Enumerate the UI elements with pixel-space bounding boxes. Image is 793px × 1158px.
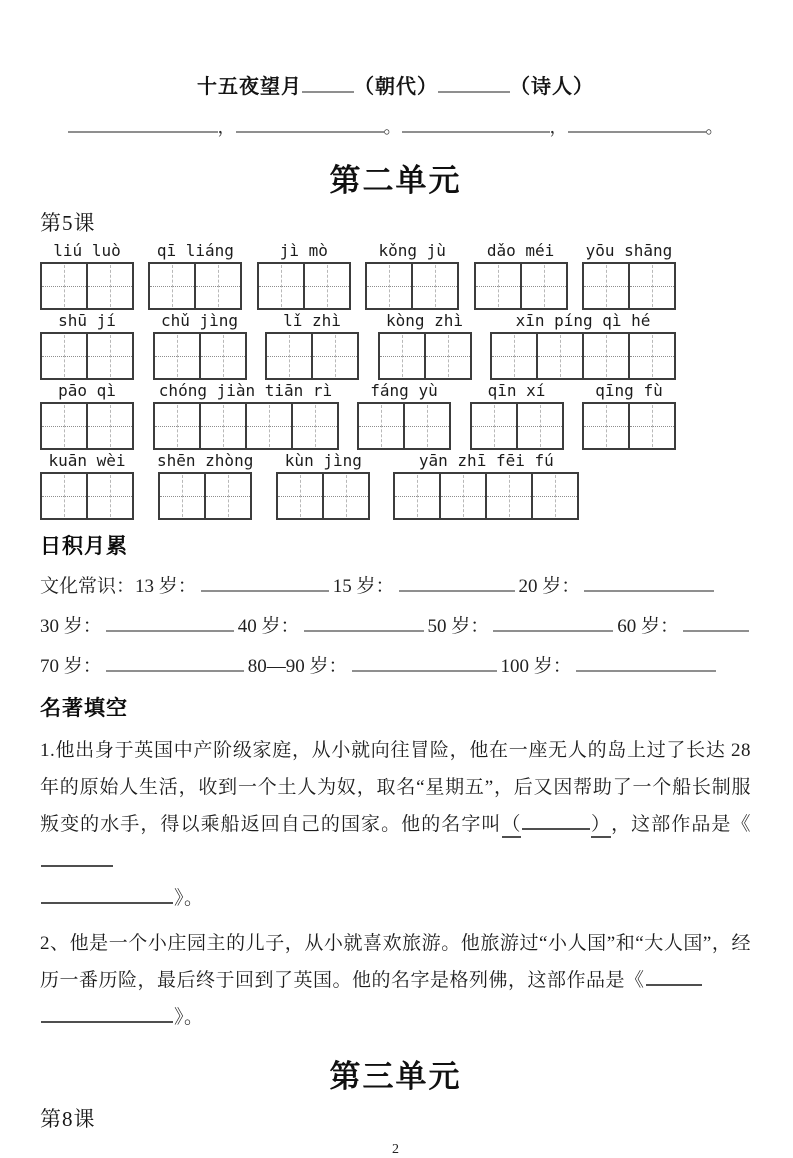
text-segment: 》。 xyxy=(174,1007,204,1029)
text-segment: 80—90 岁： xyxy=(247,656,348,678)
character-cell xyxy=(42,334,86,378)
age-line-3 xyxy=(40,652,751,682)
pinyin-grid-row xyxy=(40,240,676,310)
fill-blank xyxy=(41,847,113,867)
text-segment: 。 xyxy=(383,117,402,138)
text-segment: 》。 xyxy=(174,888,204,910)
word-grid-group xyxy=(153,380,339,450)
character-grid xyxy=(153,332,247,380)
pinyin-label: shū jí xyxy=(58,311,116,331)
character-grid xyxy=(40,332,134,380)
pinyin-label: shēn zhòng xyxy=(157,451,254,471)
text-segment: 60 岁： xyxy=(617,616,680,638)
character-cell xyxy=(628,264,674,308)
character-grid xyxy=(378,332,472,380)
character-grid xyxy=(153,402,339,450)
text-segment: 1.他出身于英国中产阶级家庭，从小就向往冒险，他在一座无人的岛上过了长达 28 年的原始人生活，收到一个土人为奴，取名“星期五”，后又因帮助了一个船长制服叛变的水手，得以乘船返回自己的国家。他的名字叫 xyxy=(40,740,751,836)
character-grid xyxy=(40,262,134,310)
character-cell xyxy=(199,404,245,448)
text-segment: 2、他是一个小庄园主的儿子，从小就喜欢旅游。他旅游过“小人国”和“大人国”，经历一番历险，最后终于回到了英国。他的名字是格列佛，这部作品是《 xyxy=(40,933,751,992)
character-grid xyxy=(276,472,370,520)
text-segment: 100 岁： xyxy=(500,656,572,678)
accumulate-heading: 日积月累 xyxy=(40,535,128,559)
fill-blank xyxy=(438,72,510,93)
character-cell xyxy=(86,404,132,448)
poem-title-line xyxy=(40,72,751,100)
text-segment: ，这部作品是《 xyxy=(610,814,751,836)
fill-blank xyxy=(41,1003,173,1023)
character-cell xyxy=(86,264,132,308)
age-line-2 xyxy=(40,612,751,642)
word-grid-group xyxy=(157,450,253,520)
classic-fill-heading: 名著填空 xyxy=(40,697,128,721)
classic-paragraph-1 xyxy=(40,732,751,917)
character-cell xyxy=(531,474,577,518)
character-cell xyxy=(380,334,424,378)
pinyin-label: lǐ zhì xyxy=(283,311,341,331)
unit3-title: 第三单元 xyxy=(329,1059,462,1095)
pinyin-label: kòng zhì xyxy=(385,311,464,331)
pinyin-label: pāo qì xyxy=(58,381,116,401)
character-cell xyxy=(322,474,368,518)
pinyin-grid-rows xyxy=(40,240,676,520)
pinyin-label: yōu shāng xyxy=(585,241,673,261)
character-cell xyxy=(155,404,199,448)
character-grid xyxy=(470,402,564,450)
character-cell xyxy=(476,264,520,308)
text-segment: （ xyxy=(502,815,522,838)
word-grid-group xyxy=(470,380,564,450)
page-number: 2 xyxy=(392,1142,399,1158)
text-segment: 15 岁： xyxy=(332,576,395,598)
character-cell xyxy=(395,474,439,518)
character-cell xyxy=(303,264,349,308)
fill-blank xyxy=(399,572,515,592)
poem-fill-in-line xyxy=(40,114,751,140)
word-grid-group xyxy=(357,380,451,450)
fill-blank xyxy=(402,114,550,133)
character-cell xyxy=(485,474,531,518)
character-cell xyxy=(160,474,204,518)
fill-blank xyxy=(584,572,714,592)
character-grid xyxy=(158,472,252,520)
character-cell xyxy=(267,334,311,378)
character-grid xyxy=(490,332,676,380)
pinyin-label: qīn xí xyxy=(487,381,546,401)
character-cell xyxy=(584,404,628,448)
pinyin-label: xīn píng qì hé xyxy=(515,311,651,331)
character-cell xyxy=(278,474,322,518)
lesson8-title: 第8课 xyxy=(40,1107,96,1132)
character-cell xyxy=(204,474,250,518)
word-grid-group xyxy=(393,450,579,520)
word-grid-group xyxy=(474,240,568,310)
character-grid xyxy=(365,262,459,310)
text-segment: ， xyxy=(217,117,236,138)
word-grid-group xyxy=(378,310,472,380)
character-cell xyxy=(291,404,337,448)
fill-blank xyxy=(646,966,702,986)
text-segment: 文化常识：13 岁： xyxy=(40,576,197,598)
character-cell xyxy=(492,334,536,378)
text-segment: 。 xyxy=(705,117,724,138)
character-grid xyxy=(582,262,676,310)
pinyin-label: chǔ jìng xyxy=(160,311,239,331)
pinyin-label: qī liáng xyxy=(156,241,234,261)
pinyin-grid-row xyxy=(40,310,676,380)
character-grid xyxy=(40,472,134,520)
word-grid-group xyxy=(490,310,676,380)
character-grid xyxy=(265,332,359,380)
character-cell xyxy=(155,334,199,378)
culture-knowledge-lines xyxy=(40,572,751,682)
text-segment: ） xyxy=(591,815,611,838)
fill-blank xyxy=(68,114,218,133)
text-segment: 50 岁： xyxy=(427,616,490,638)
text-segment: （诗人） xyxy=(510,76,594,98)
word-grid-group xyxy=(40,240,134,310)
character-cell xyxy=(367,264,411,308)
character-cell xyxy=(516,404,562,448)
fill-blank xyxy=(304,612,424,632)
pinyin-label: kǒng jù xyxy=(378,241,446,261)
word-grid-group xyxy=(153,310,247,380)
text-segment: 20 岁： xyxy=(518,576,581,598)
character-cell xyxy=(403,404,449,448)
character-cell xyxy=(42,264,86,308)
character-grid xyxy=(148,262,242,310)
word-grid-group xyxy=(582,380,676,450)
character-grid xyxy=(40,402,134,450)
text-segment: ， xyxy=(549,117,568,138)
text-segment: 十五夜望月 xyxy=(197,76,302,98)
pinyin-label: kùn jìng xyxy=(284,451,362,471)
word-grid-group xyxy=(276,450,370,520)
fill-blank xyxy=(493,612,613,632)
fill-blank xyxy=(106,612,234,632)
character-cell xyxy=(86,334,132,378)
text-segment: 30 岁： xyxy=(40,616,102,638)
character-grid xyxy=(474,262,568,310)
text-segment: 70 岁： xyxy=(40,656,102,678)
character-cell xyxy=(42,474,86,518)
pinyin-label: qīng fù xyxy=(595,381,663,401)
character-cell xyxy=(584,264,628,308)
pinyin-grid-row xyxy=(40,450,676,520)
pinyin-label: chóng jiàn tiān rì xyxy=(158,381,333,401)
character-cell xyxy=(628,404,674,448)
character-cell xyxy=(520,264,566,308)
text-segment: （朝代） xyxy=(354,76,438,98)
character-cell xyxy=(150,264,194,308)
character-cell xyxy=(472,404,516,448)
fill-blank xyxy=(236,114,384,133)
character-cell xyxy=(424,334,470,378)
pinyin-label: yān zhī fēi fú xyxy=(418,451,554,471)
unit2-title: 第二单元 xyxy=(329,163,462,199)
pinyin-label: fáng yù xyxy=(370,381,438,401)
character-cell xyxy=(199,334,245,378)
character-cell xyxy=(628,334,674,378)
character-cell xyxy=(86,474,132,518)
pinyin-grid-row xyxy=(40,380,676,450)
word-grid-group xyxy=(265,310,359,380)
word-grid-group xyxy=(257,240,351,310)
age-line-1 xyxy=(40,572,751,602)
pinyin-label: dǎo méi xyxy=(486,241,555,261)
word-grid-group xyxy=(365,240,459,310)
fill-blank xyxy=(568,114,706,133)
pinyin-label: kuān wèi xyxy=(48,451,126,471)
character-cell xyxy=(359,404,403,448)
word-grid-group xyxy=(40,450,134,520)
classic-paragraph-2 xyxy=(40,925,751,1036)
text-segment: 40 岁： xyxy=(237,616,300,638)
character-cell xyxy=(42,404,86,448)
pinyin-label: jì mò xyxy=(279,241,328,261)
character-grid xyxy=(393,472,579,520)
character-cell xyxy=(536,334,582,378)
fill-blank xyxy=(683,612,749,632)
fill-blank xyxy=(522,810,590,830)
character-grid xyxy=(357,402,451,450)
lesson5-title: 第5课 xyxy=(40,211,96,236)
fill-blank xyxy=(201,572,329,592)
character-grid xyxy=(257,262,351,310)
word-grid-group xyxy=(582,240,676,310)
character-cell xyxy=(582,334,628,378)
character-cell xyxy=(439,474,485,518)
word-grid-group xyxy=(40,310,134,380)
character-cell xyxy=(259,264,303,308)
fill-blank xyxy=(302,72,354,93)
character-cell xyxy=(311,334,357,378)
character-grid xyxy=(582,402,676,450)
fill-blank xyxy=(106,652,244,672)
character-cell xyxy=(194,264,240,308)
fill-blank xyxy=(576,652,716,672)
fill-blank xyxy=(352,652,497,672)
pinyin-label: liú luò xyxy=(53,241,121,261)
word-grid-group xyxy=(40,380,134,450)
fill-blank xyxy=(41,884,173,904)
word-grid-group xyxy=(148,240,242,310)
character-cell xyxy=(411,264,457,308)
character-cell xyxy=(245,404,291,448)
